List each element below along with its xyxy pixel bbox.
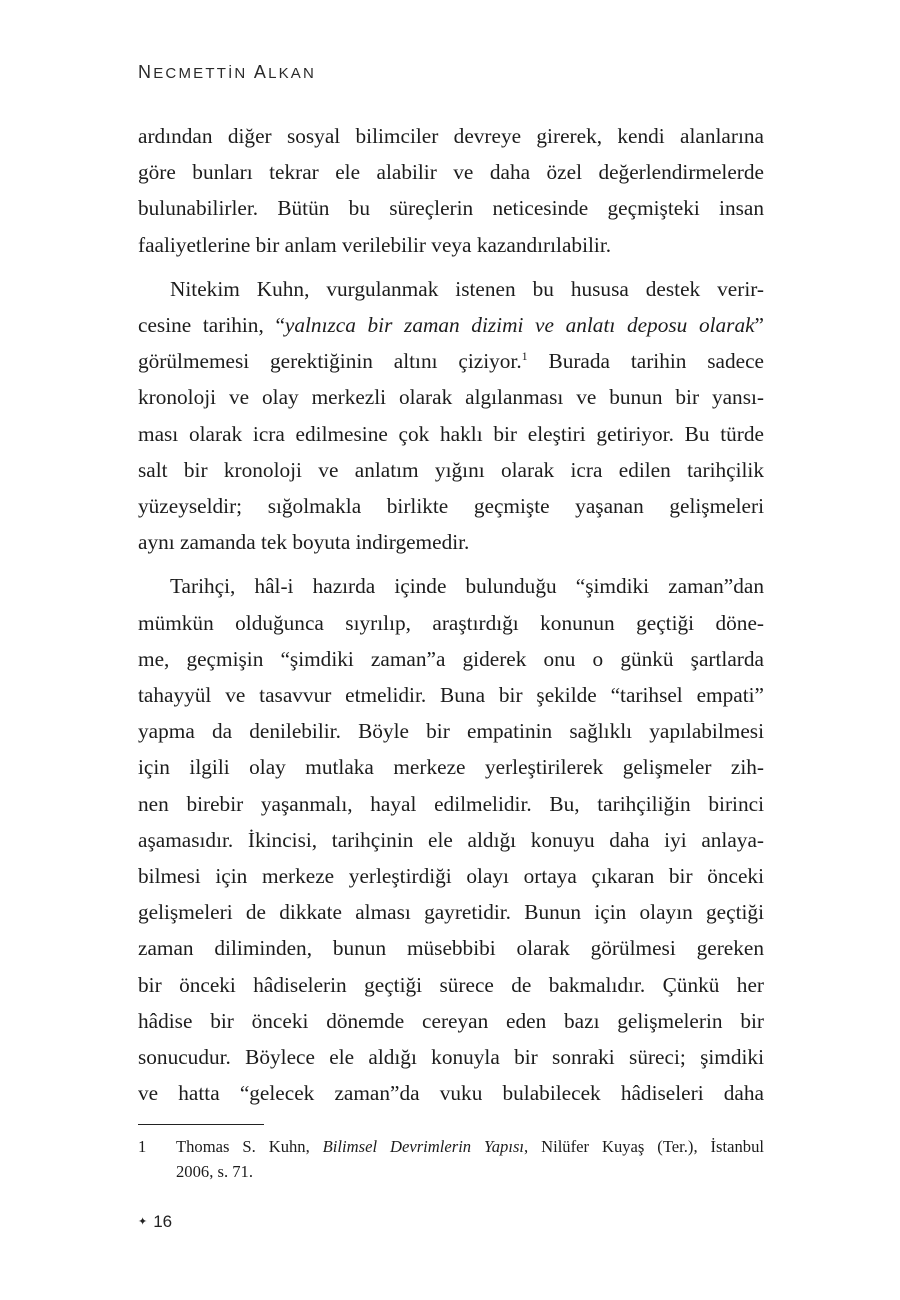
footnote-separator-rule bbox=[138, 1124, 264, 1125]
author-last-name-rest: LKAN bbox=[268, 65, 317, 82]
text-fragment: ” bbox=[754, 313, 764, 338]
footnote-number: 1 bbox=[138, 1137, 147, 1156]
author-initial-first: N bbox=[138, 62, 154, 82]
text-line: aşamasıdır. İkincisi, tarihçinin ele aldığı konuyu daha iyi anlaya- bbox=[138, 827, 764, 852]
paragraph-1 bbox=[138, 118, 764, 263]
text-line: zaman diliminden, bunun müsebbibi olarak görülmesi gereken bbox=[138, 936, 764, 961]
footnote bbox=[138, 1134, 764, 1184]
footnote-line: 2006, s. 71. bbox=[176, 1162, 253, 1181]
text-fragment: görülmemesi gerektiğinin altını çiziyor. bbox=[138, 349, 522, 374]
text-line: ardından diğer sosyal bilimciler devreye girerek, kendi alanlarına bbox=[138, 124, 764, 148]
paragraph-2 bbox=[138, 271, 764, 561]
page-number: 16 bbox=[153, 1212, 173, 1231]
author-first-name-rest: ECMETTİN bbox=[153, 65, 248, 82]
footnote-text bbox=[176, 1134, 764, 1184]
text-line: ve hatta “gelecek zaman”da vuku bulabilecek hâdiseleri daha bbox=[138, 1081, 764, 1106]
footnote-line bbox=[176, 1134, 764, 1159]
text-fragment: cesine tarihin, “ bbox=[138, 313, 285, 338]
text-line: yüzeyseldir; sığolmakla birlikte geçmişte yaşanan gelişmeleri bbox=[138, 494, 764, 519]
text-line-with-quote bbox=[138, 307, 764, 343]
page-folio bbox=[138, 1212, 172, 1232]
footnote-reference[interactable]: 1 bbox=[521, 349, 528, 364]
text-line: tahayyül ve tasavvur etmelidir. Buna bir şekilde “tarihsel empati” bbox=[138, 683, 764, 708]
text-fragment: Thomas S. Kuhn, bbox=[176, 1137, 323, 1156]
text-line: Nitekim Kuhn, vurgulanmak istenen bu hususa destek verir- bbox=[170, 276, 764, 301]
text-line: aynı zamanda tek boyuta indirgemedir. bbox=[138, 530, 470, 555]
folio-ornament-icon: ✦ bbox=[138, 1216, 148, 1228]
running-head-author bbox=[138, 62, 316, 83]
text-line: faaliyetlerine bir anlam verilebilir veya kazandırılabilir. bbox=[138, 232, 612, 257]
text-fragment: , Nilüfer Kuyaş (Ter.), İstanbul bbox=[524, 1137, 764, 1156]
text-line: kronoloji ve olay merkezli olarak algılanması ve bunun bir yansı- bbox=[138, 385, 764, 410]
text-line: bulunabilirler. Bütün bu süreçlerin neticesinde geçmişteki insan bbox=[138, 196, 764, 221]
quoted-italic-phrase: yalnızca bir zaman dizimi ve anlatı deposu olarak bbox=[284, 313, 755, 338]
text-line: için ilgili olay mutlaka merkeze yerleştirilerek gelişmeler zih- bbox=[138, 755, 764, 780]
text-line: bilmesi için merkeze yerleştirdiği olayı ortaya çıkaran bir önceki bbox=[138, 864, 764, 889]
text-line: salt bir kronoloji ve anlatım yığını olarak icra edilen tarihçilik bbox=[138, 457, 764, 482]
body-text bbox=[138, 118, 764, 1111]
text-line: sonucudur. Böylece ele aldığı konuyla bir sonraki süreci; şimdiki bbox=[138, 1045, 764, 1070]
text-line: bir önceki hâdiselerin geçtiği sürece de bakmalıdır. Çünkü her bbox=[138, 972, 764, 997]
text-line-with-footnote-ref bbox=[138, 343, 764, 379]
text-line: mümkün olduğunca sıyrılıp, araştırdığı konunun geçtiği döne- bbox=[138, 610, 764, 635]
text-line: yapma da denilebilir. Böyle bir empatinin sağlıklı yapılabilmesi bbox=[138, 719, 764, 744]
text-fragment: Burada tarihin sadece bbox=[527, 349, 764, 374]
footnote-book-title: Bilimsel Devrimlerin Yapısı bbox=[322, 1137, 525, 1156]
text-line: ması olarak icra edilmesine çok haklı bir eleştiri getiriyor. Bu türde bbox=[138, 421, 764, 446]
text-line: nen birebir yaşanmalı, hayal edilmelidir. Bu, tarihçiliğin birinci bbox=[138, 791, 764, 816]
text-line: göre bunları tekrar ele alabilir ve daha özel değerlendirmelerde bbox=[138, 160, 764, 185]
text-line: gelişmeleri de dikkate alması gayretidir. Bunun için olayın geçtiği bbox=[138, 900, 764, 925]
text-line: hâdise bir önceki dönemde cereyan eden bazı gelişmelerin bir bbox=[138, 1008, 764, 1033]
author-initial-last: A bbox=[253, 62, 269, 82]
paragraph-3 bbox=[138, 568, 764, 1111]
text-line: me, geçmişin “şimdiki zaman”a giderek onu o günkü şartlarda bbox=[138, 646, 764, 671]
text-line: Tarihçi, hâl-i hazırda içinde bulunduğu “şimdiki zaman”dan bbox=[170, 574, 764, 599]
